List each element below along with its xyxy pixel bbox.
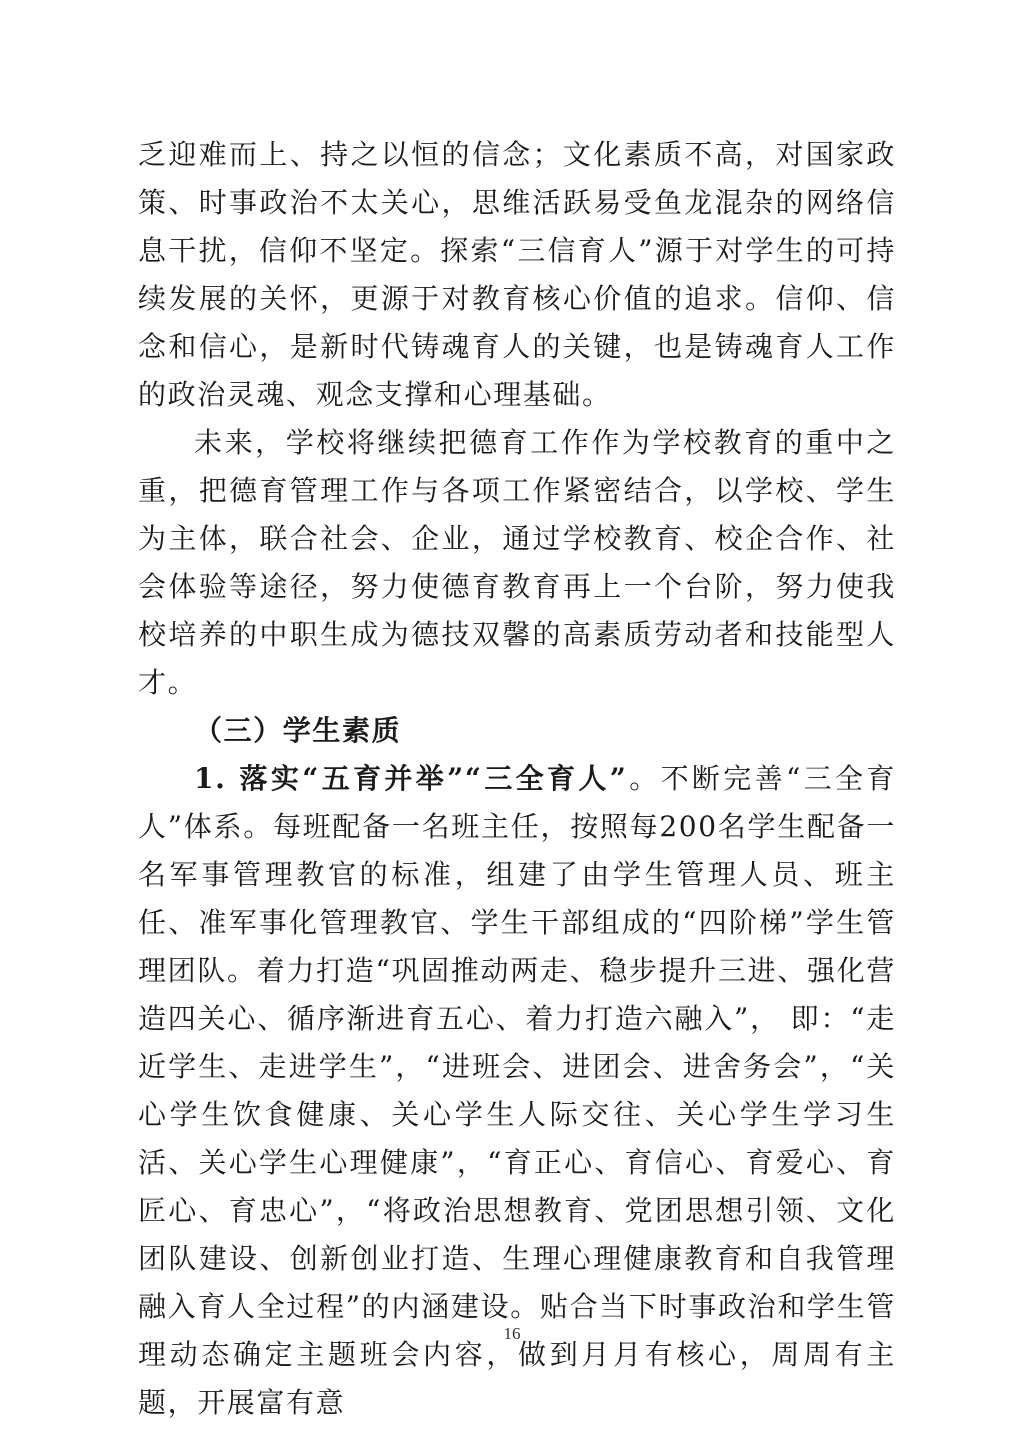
page-number: 16 xyxy=(503,1324,521,1343)
item-1-text: 。不断完善“三全育人”体系。每班配备一名班主任，按照每200名学生配备一名军事管理教官的标准，组建了由学生管理人员、班主任、准军事化管理教官、学生干部组成的“四阶梯”学生管理团队。着力打造“巩固推动两走、稳步提升三进、强化营造四关心、循序渐进育五心、着力打造六融入”， 即：“走近学生、走进学生”，“进班会、进团会、进舍务会”，“关心学生饮食健康、关心学生人际交往、关心学生学习生活、关心学生心理健康”，“育正心、育信心、育爱心、育匠心、育忠心”，“将政治思想教育、党团思想引领、文化团队建设、创新创业打造、生理心理健康教育和自我管理融入育人全过程”的内涵建设。贴合当下时事政治和学生管理动态确定主题班会内容，做到月月有核心，周周有主题，开展富有意 xyxy=(138,762,896,1419)
section-heading: （三）学生素质 xyxy=(194,714,402,747)
paragraph-future-plan: 未来，学校将继续把德育工作作为学校教育的重中之重，把德育管理工作与各项工作紧密结合，以学校、学生为主体，联合社会、企业，通过学校教育、校企合作、社会体验等途径，努力使德育教育再上一个台阶，努力使我校培养的中职生成为德技双馨的高素质劳动者和技能型人才。 xyxy=(138,426,896,699)
paragraph-continued: 乏迎难而上、持之以恒的信念；文化素质不高，对国家政策、时事政治不太关心，思维活跃易受鱼龙混杂的网络信息干扰，信仰不坚定。探索“三信育人”源于对学生的可持续发展的关怀，更源于对教育核心价值的追求。信仰、信念和信心，是新时代铸魂育人的关键，也是铸魂育人工作的政治灵魂、观念支撑和心理基础。 xyxy=(138,138,896,411)
body-text xyxy=(138,131,896,1427)
item-1-lead: 1. 落实“五育并举”“三全育人” xyxy=(194,762,628,795)
